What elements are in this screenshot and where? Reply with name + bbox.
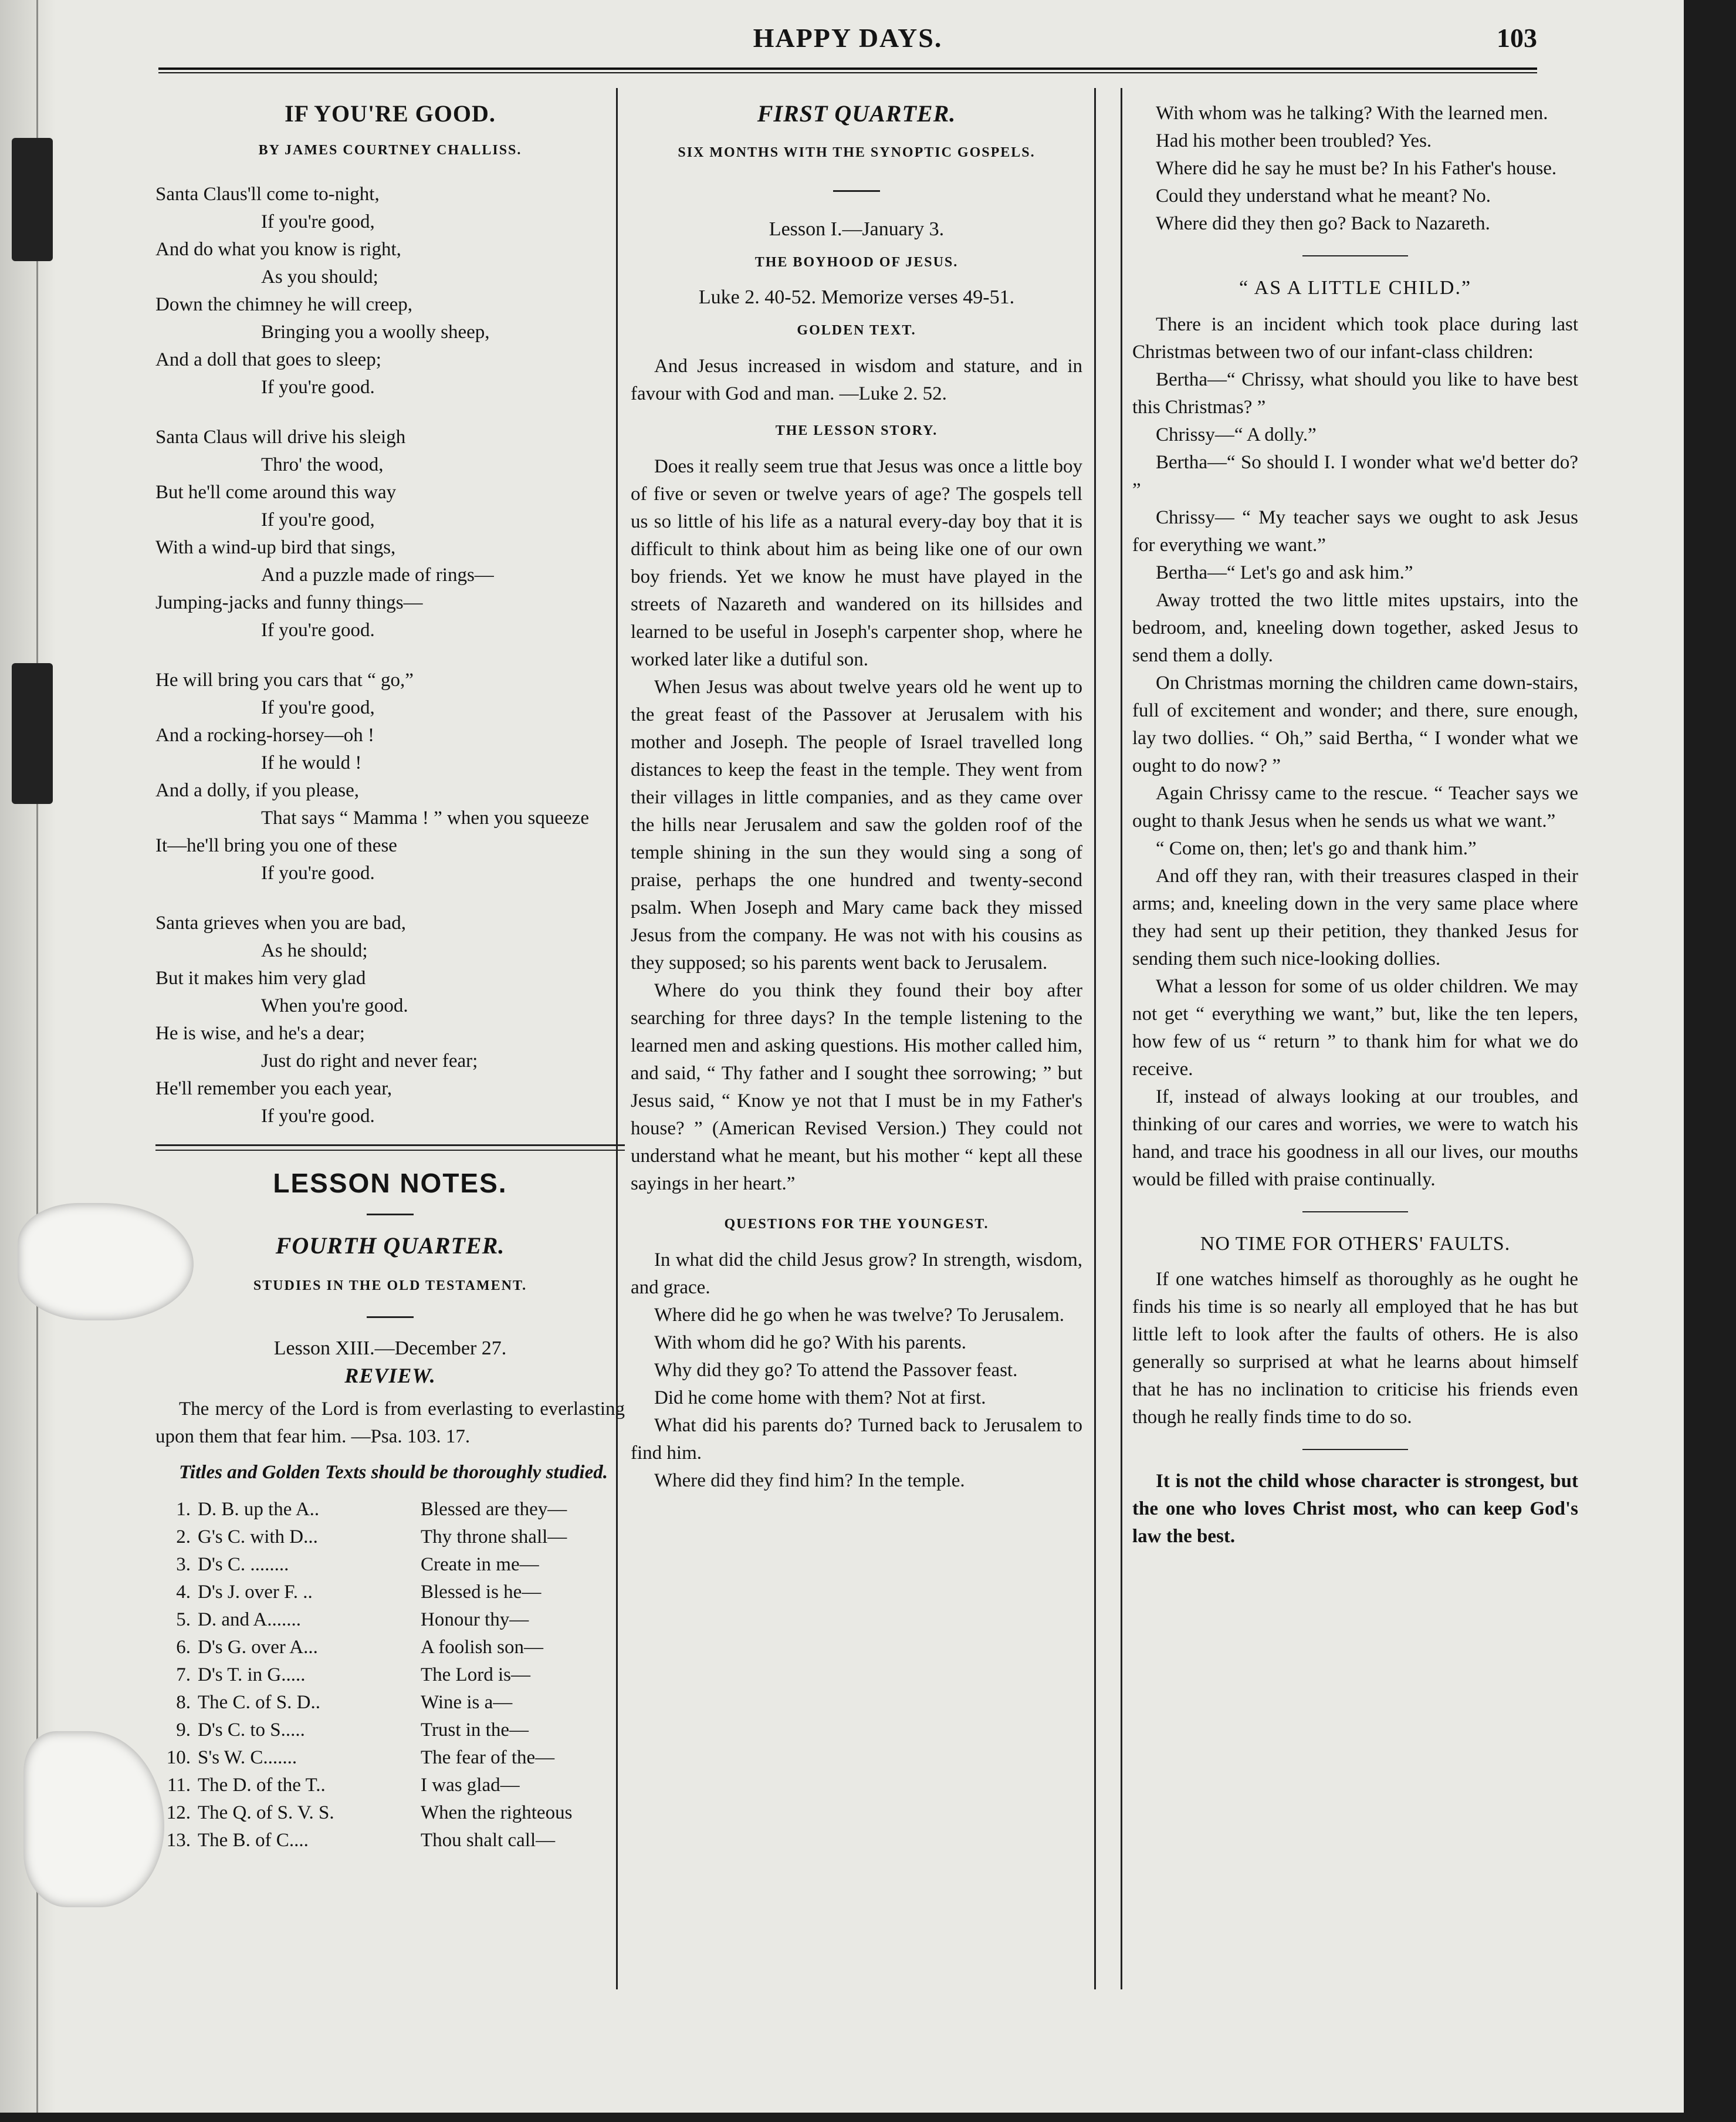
fourth-quarter-heading: FOURTH QUARTER.	[275, 1232, 505, 1259]
questions-label: QUESTIONS FOR THE YOUNGEST.	[724, 1217, 989, 1232]
poem-line: If you're good.	[261, 377, 375, 398]
page-tear	[23, 1731, 164, 1907]
review-number: 9.	[176, 1719, 191, 1741]
poem-line: If you're good.	[261, 620, 375, 641]
golden-text: The mercy of the Lord is from everlasting to everlasting upon them that fear him. —Psa. 103. 17.	[155, 1398, 625, 1447]
studies-subheading: STUDIES IN THE OLD TESTAMENT.	[253, 1278, 527, 1293]
poem-line: If you're good.	[261, 1106, 375, 1127]
review-row	[155, 1606, 625, 1634]
review-number: 6.	[176, 1637, 191, 1658]
poem-line: When you're good.	[261, 995, 408, 1016]
header-rule	[158, 67, 1537, 73]
review-title: D. B. up the A..	[198, 1499, 320, 1520]
divider-dash	[1302, 1449, 1408, 1450]
story-paragraph: Chrissy—“ A dolly.”	[1156, 424, 1317, 445]
story-paragraph: Does it really seem true that Jesus was once a little boy of five or seven or twelve years of age? The gospels tell us so little of his life as a natural every-day boy that it is difficult to think about him as being like one of our own boy friends. Yet we know he must have played in the streets of Nazareth and wandered on its hillsides and learned to be useful in Joseph's carpenter shop, where he worked later like a dutiful son.	[631, 456, 1082, 670]
review-number: 4.	[176, 1582, 191, 1603]
review-number: 12.	[166, 1802, 191, 1823]
poem-line: And a dolly, if you please,	[155, 780, 360, 801]
question-item: Where did he say he must be? In his Father's house.	[1156, 158, 1557, 179]
story-paragraph: Bertha—“ Chrissy, what should you like to have best this Christmas? ”	[1132, 369, 1578, 418]
review-golden-text: Wine is a—	[421, 1692, 513, 1713]
poem-line: As you should;	[261, 266, 378, 288]
story-paragraph: Bertha—“ Let's go and ask him.”	[1156, 562, 1413, 583]
question-item: With whom did he go? With his parents.	[654, 1332, 966, 1353]
story-paragraph: When Jesus was about twelve years old he went up to the great feast of the Passover at Jerusalem with his mother and Joseph. The people of Israel travelled long distances to keep the feast in the temple. They went from their villages in little companies, and as they came over the hills near Jerusalem and saw the golden roof of the temple shining in the sun they would sing a song of praise, perhaps the one hundred and twenty-second psalm. When Joseph and Mary came back they missed Jesus from the company. He was not with his cousins as they supposed; so his parents went back to Jerusalem.	[631, 677, 1082, 974]
column-divider	[1121, 88, 1122, 1989]
review-golden-text: The Lord is—	[421, 1664, 530, 1685]
poem-stanza	[155, 181, 625, 401]
lesson-13-heading: Lesson XIII.—December 27.	[273, 1337, 507, 1359]
poem-body	[155, 181, 625, 1130]
column-right	[1132, 100, 1578, 1550]
little-child-story	[1132, 311, 1578, 1194]
column-divider	[1094, 88, 1096, 1989]
story-paragraph: On Christmas morning the children came down-stairs, full of excitement and wonder; and there, sure enough, lay two dollies. “ Oh,” said Bertha, “ I wonder what we ought to do now? ”	[1132, 673, 1578, 776]
story-paragraph: Bertha—“ So should I. I wonder what we'd better do? ”	[1132, 452, 1578, 501]
questions-continued	[1132, 100, 1578, 238]
review-number: 7.	[176, 1664, 191, 1685]
poem-title: IF YOU'RE GOOD.	[285, 100, 496, 127]
scripture-reference: Luke 2. 40-52. Memorize verses 49-51.	[698, 286, 1015, 308]
poem-line: Santa Claus will drive his sleigh	[155, 427, 406, 448]
poem-line: He will bring you cars that “ go,”	[155, 670, 414, 691]
section-rule	[155, 1144, 625, 1146]
poem-stanza	[155, 667, 625, 887]
poem-line: If you're good,	[261, 211, 375, 232]
section-rule	[155, 1150, 625, 1151]
golden-text-label: GOLDEN TEXT.	[797, 323, 916, 338]
column-left	[155, 100, 625, 1854]
question-item: Could they understand what he meant? No.	[1156, 185, 1491, 207]
poem-line: If you're good,	[261, 697, 375, 718]
question-item: Where did he go when he was twelve? To Jerusalem.	[654, 1305, 1065, 1326]
poem-line: He is wise, and he's a dear;	[155, 1023, 365, 1044]
divider-dash	[833, 190, 880, 192]
review-title: D's G. over A...	[198, 1637, 318, 1658]
divider-dash	[1302, 1211, 1408, 1212]
publication-title: HAPPY DAYS.	[753, 23, 943, 53]
page-header	[158, 18, 1537, 65]
divider-dash	[367, 1316, 414, 1318]
story-paragraph: Away trotted the two little mites upstairs, into the bedroom, and, kneeling down together, asked Jesus to send them a dolly.	[1132, 590, 1578, 666]
poem-line: But it makes him very glad	[155, 968, 366, 989]
story-paragraph: “ Come on, then; let's go and thank him.”	[1156, 838, 1477, 859]
poem-line: Santa grieves when you are bad,	[155, 913, 407, 934]
review-title: D. and A.......	[198, 1609, 301, 1630]
review-golden-text: Trust in the—	[421, 1719, 529, 1741]
little-child-heading: “ AS A LITTLE CHILD.”	[1238, 277, 1472, 299]
faults-heading: NO TIME FOR OTHERS' FAULTS.	[1200, 1233, 1511, 1255]
poem-author: BY JAMES COURTNEY CHALLISS.	[258, 143, 522, 158]
boyhood-subheading: THE BOYHOOD OF JESUS.	[754, 255, 959, 270]
poem-line: But he'll come around this way	[155, 482, 397, 503]
review-title: The C. of S. D..	[198, 1692, 320, 1713]
review-number: 8.	[176, 1692, 191, 1713]
poem-line: As he should;	[261, 940, 368, 961]
page-number: 103	[1497, 23, 1537, 53]
review-golden-text: A foolish son—	[421, 1637, 544, 1658]
review-title: D's J. over F. ..	[198, 1582, 313, 1603]
review-number: 3.	[176, 1554, 191, 1575]
poem-line: He'll remember you each year,	[155, 1078, 392, 1099]
review-number: 2.	[176, 1526, 191, 1547]
lesson-story	[631, 453, 1082, 1198]
question-item: Did he come home with them? Not at first.	[654, 1387, 986, 1408]
review-title: G's C. with D...	[198, 1526, 318, 1547]
review-row	[155, 1579, 625, 1606]
review-golden-text: When the righteous	[421, 1802, 573, 1823]
poem-line: And a doll that goes to sleep;	[155, 349, 381, 370]
closing-paragraph: It is not the child whose character is strongest, but the one who loves Christ most, who can keep God's law the best.	[1132, 1471, 1578, 1547]
review-row	[155, 1716, 625, 1744]
review-golden-text: Honour thy—	[421, 1609, 529, 1630]
review-golden-text: Blessed are they—	[421, 1499, 567, 1520]
review-list	[155, 1496, 625, 1854]
binding-hole	[12, 138, 53, 261]
poem-line: With a wind-up bird that sings,	[155, 537, 396, 558]
story-paragraph: Again Chrissy came to the rescue. “ Teacher says we ought to thank Jesus when he sends us what we want.”	[1132, 783, 1578, 832]
review-heading: REVIEW.	[344, 1364, 436, 1387]
poem-line: That says “ Mamma ! ” when you squeeze	[261, 807, 589, 829]
poem-line: And a rocking-horsey—oh !	[155, 725, 374, 746]
review-title: S's W. C.......	[198, 1747, 297, 1768]
review-row	[155, 1496, 625, 1523]
question-item: Why did they go? To attend the Passover feast.	[654, 1360, 1018, 1381]
review-number: 13.	[166, 1830, 191, 1851]
review-number: 1.	[176, 1499, 191, 1520]
poem-line: Bringing you a woolly sheep,	[261, 322, 490, 343]
review-number: 5.	[176, 1609, 191, 1630]
poem-stanza	[155, 424, 625, 644]
review-golden-text: I was glad—	[421, 1775, 520, 1796]
question-item: Where did they then go? Back to Nazareth.	[1156, 213, 1490, 234]
divider-dash	[367, 1214, 414, 1215]
review-title: D's T. in G.....	[198, 1664, 306, 1685]
story-paragraph: Chrissy— “ My teacher says we ought to ask Jesus for everything we want.”	[1132, 507, 1578, 556]
poem-line: Jumping-jacks and funny things—	[155, 592, 423, 613]
question-item: Had his mother been troubled? Yes.	[1156, 130, 1432, 151]
poem-stanza	[155, 910, 625, 1130]
review-row	[155, 1523, 625, 1551]
question-item: With whom was he talking? With the learned men.	[1156, 103, 1548, 124]
lesson-1-heading: Lesson I.—January 3.	[769, 218, 945, 240]
binding-hole	[12, 663, 53, 804]
review-row	[155, 1689, 625, 1716]
review-golden-text: Thy throne shall—	[421, 1526, 567, 1547]
review-title: The D. of the T..	[198, 1775, 326, 1796]
poem-line: Santa Claus'll come to-night,	[155, 184, 380, 205]
review-golden-text: Create in me—	[421, 1554, 539, 1575]
review-number: 11.	[167, 1775, 191, 1796]
question-item: In what did the child Jesus grow? In strength, wisdom, and grace.	[631, 1249, 1082, 1298]
first-quarter-heading: FIRST QUARTER.	[757, 100, 956, 127]
golden-text: And Jesus increased in wisdom and stature, and in favour with God and man. —Luke 2. 52.	[631, 356, 1082, 404]
story-paragraph: And off they ran, with their treasures clasped in their arms; and, kneeling down in the very same place where they had sent up their petition, they thanked Jesus for sending them such nice-looking dollies.	[1132, 866, 1578, 969]
review-row	[155, 1551, 625, 1579]
review-golden-text: Blessed is he—	[421, 1582, 542, 1603]
review-title: D's C. to S.....	[198, 1719, 305, 1741]
review-golden-text: Thou shalt call—	[421, 1830, 556, 1851]
poem-line: Down the chimney he will creep,	[155, 294, 413, 315]
lesson-notes-heading: LESSON NOTES.	[273, 1168, 507, 1198]
poem-line: Thro' the wood,	[261, 454, 384, 475]
story-paragraph: Where do you think they found their boy after searching for three days? In the temple listening to the learned men and asking questions. His mother called him, and said, “ Thy father and I sought thee sorrowing; ” but Jesus said, “ Know ye not that I must be in my Father's house? ” (American Revised Version.) They could not understand what he meant, but his mother “ kept all these sayings in her heart.”	[631, 980, 1082, 1194]
review-row	[155, 1744, 625, 1772]
review-row	[155, 1661, 625, 1689]
poem-line: Just do right and never fear;	[261, 1050, 478, 1072]
column-middle	[631, 100, 1082, 1495]
review-row	[155, 1772, 625, 1799]
review-row	[155, 1799, 625, 1827]
review-title: D's C. ........	[198, 1554, 289, 1575]
faults-paragraph: If one watches himself as thoroughly as he ought he finds his time is so nearly all employed that he has but little left to look after the faults of others. He is also generally so surprised at what he learns about himself that he has no inclination to criticise his friends even though he really finds time to do so.	[1132, 1269, 1578, 1428]
divider-dash	[1302, 255, 1408, 256]
poem-line: And do what you know is right,	[155, 239, 401, 260]
six-months-subheading: SIX MONTHS WITH THE SYNOPTIC GOSPELS.	[678, 145, 1035, 160]
question-item: What did his parents do? Turned back to Jerusalem to find him.	[631, 1415, 1082, 1464]
review-number: 10.	[166, 1747, 191, 1768]
review-row	[155, 1634, 625, 1661]
questions-list	[631, 1246, 1082, 1495]
story-paragraph: If, instead of always looking at our troubles, and thinking of our cares and worries, we were to watch his hand, and trace his goodness in all our lives, our mouths would be filled with praise continually.	[1132, 1086, 1578, 1190]
titles-note: Titles and Golden Texts should be thoroughly studied.	[179, 1462, 608, 1483]
poem-line: And a puzzle made of rings—	[261, 565, 494, 586]
review-golden-text: The fear of the—	[421, 1747, 555, 1768]
poem-line: It—he'll bring you one of these	[155, 835, 397, 856]
lesson-story-label: THE LESSON STORY.	[775, 423, 938, 438]
review-title: The B. of C....	[198, 1830, 309, 1851]
story-paragraph: What a lesson for some of us older children. We may not get “ everything we want,” but, like the ten lepers, how few of us “ return ” to thank him for what we do receive.	[1132, 976, 1578, 1080]
question-item: Where did they find him? In the temple.	[654, 1470, 965, 1491]
story-paragraph: There is an incident which took place during last Christmas between two of our infant-class children:	[1132, 314, 1578, 363]
poem-line: If you're good.	[261, 863, 375, 884]
review-title: The Q. of S. V. S.	[198, 1802, 334, 1823]
poem-line: If you're good,	[261, 509, 375, 530]
poem-line: If he would !	[261, 752, 362, 773]
review-row	[155, 1827, 625, 1854]
